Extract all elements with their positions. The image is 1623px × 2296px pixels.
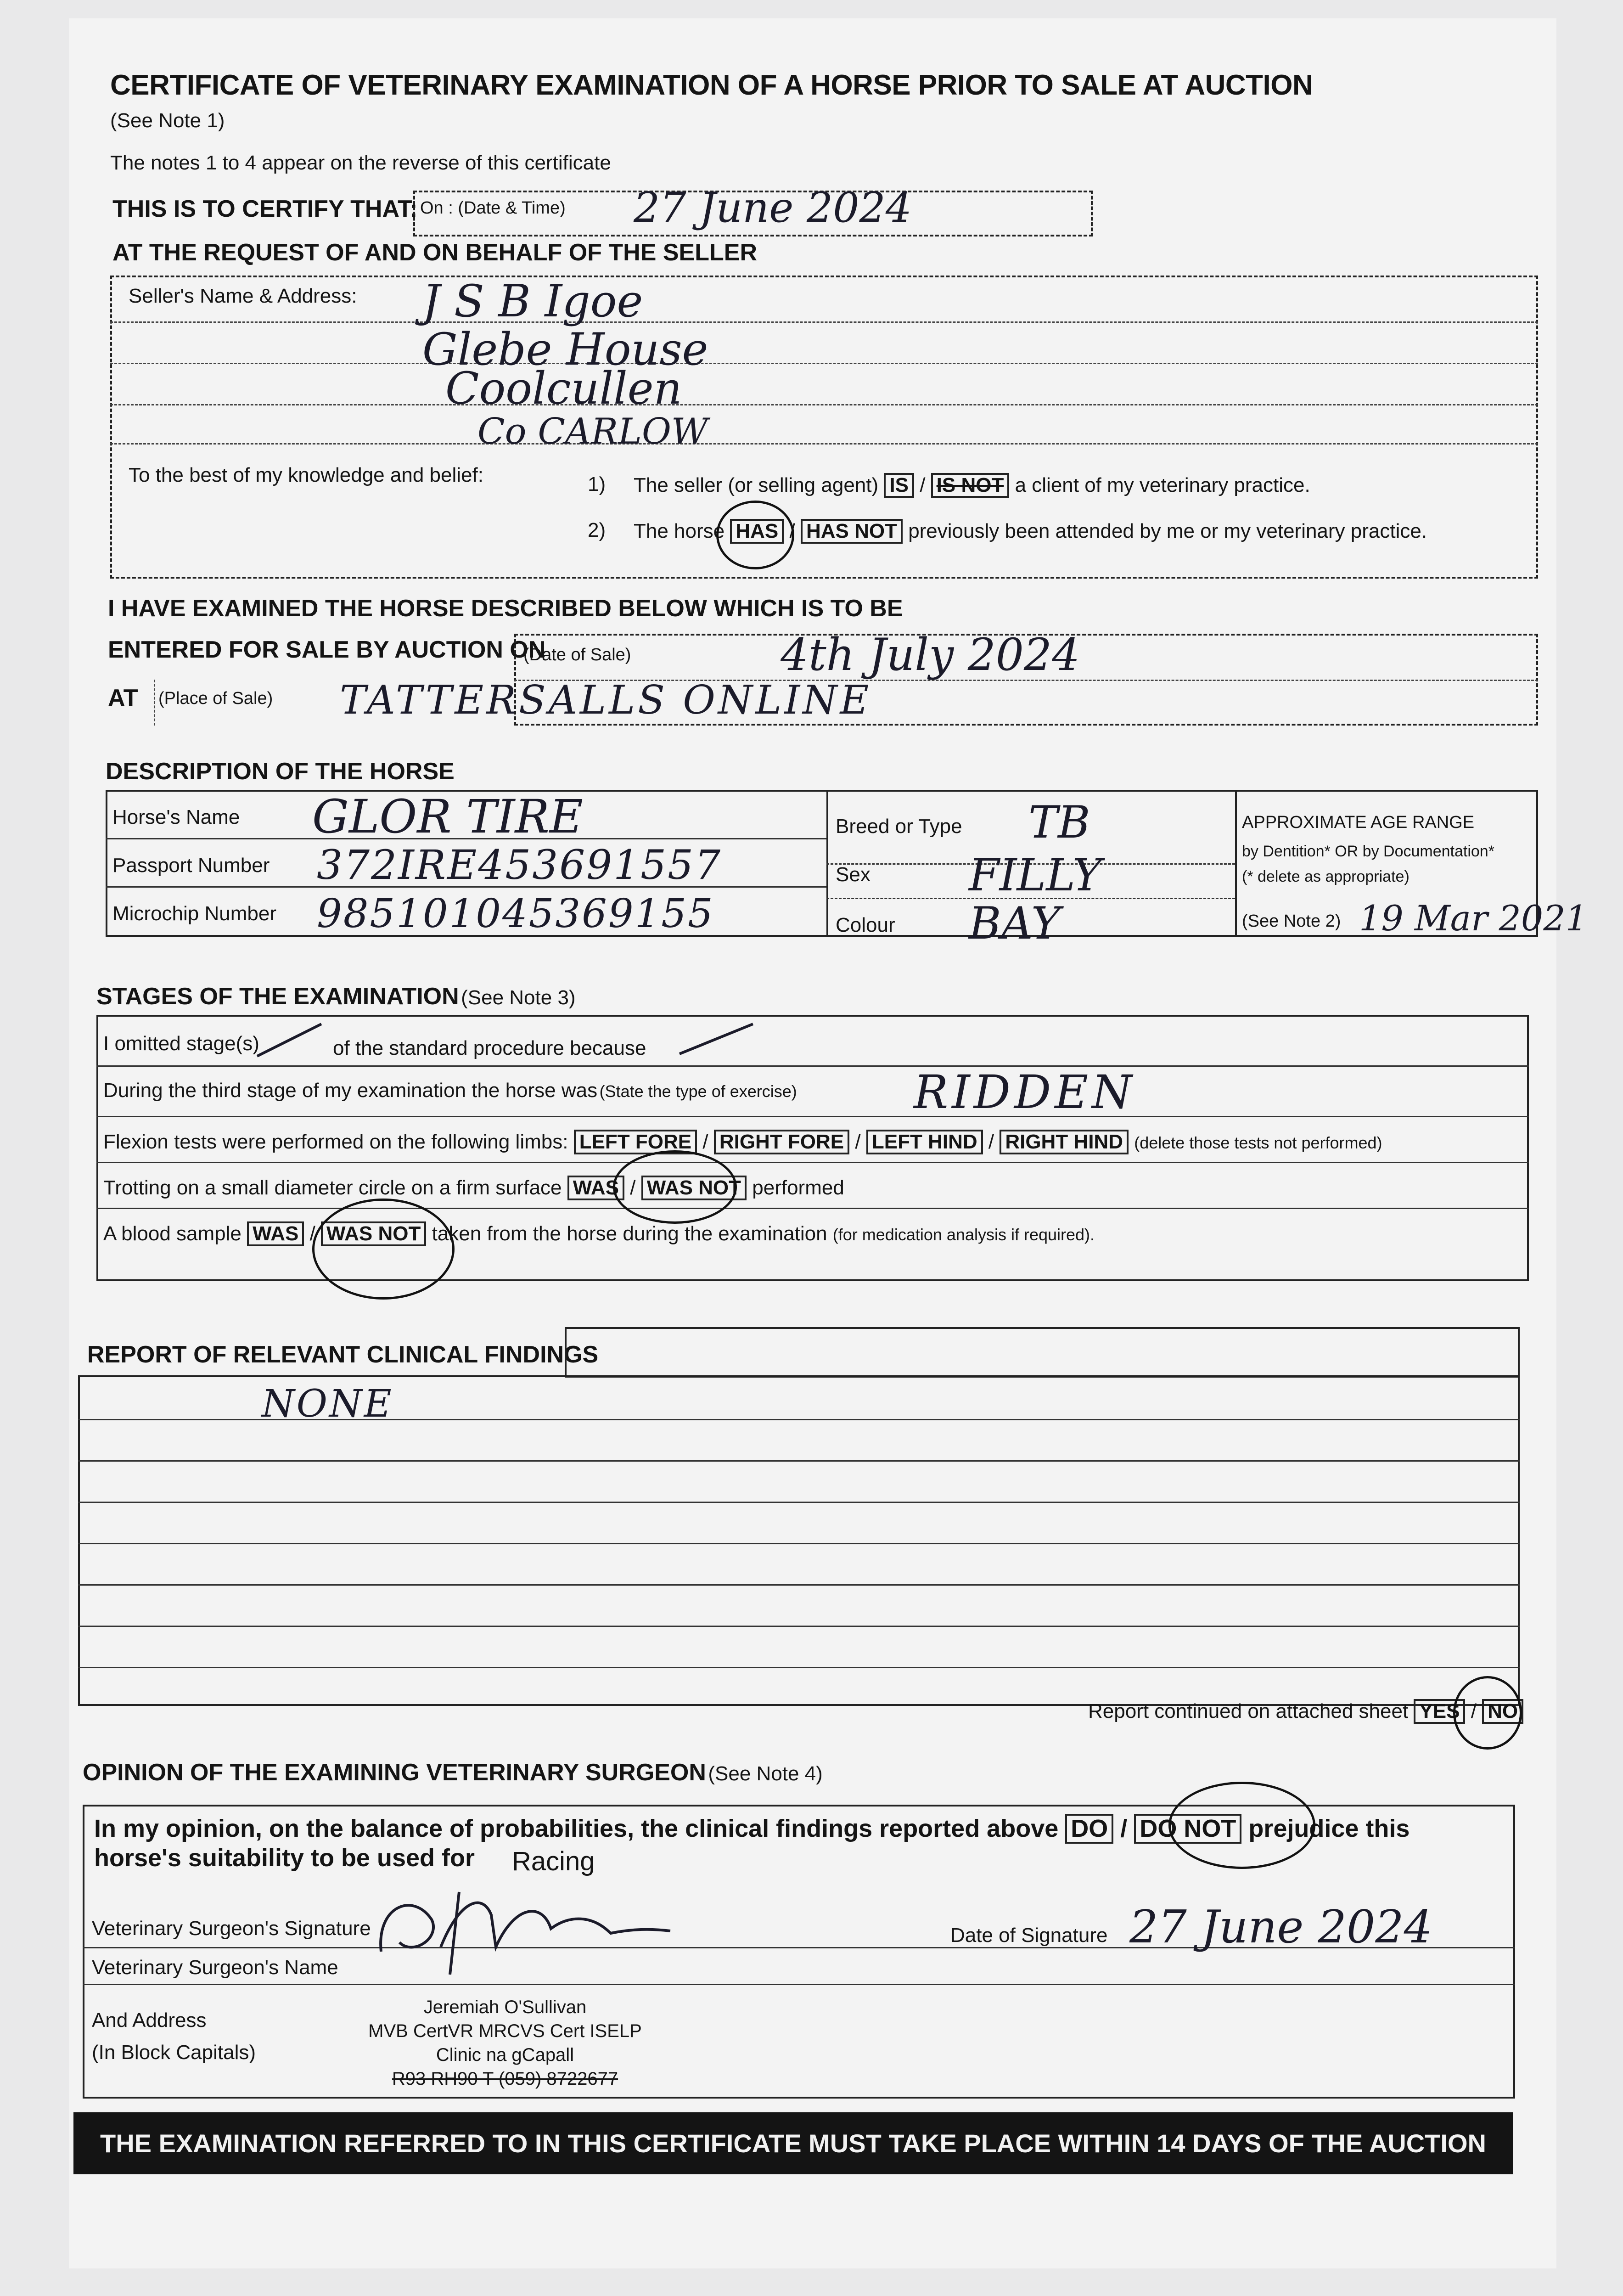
do-not-circle-mark	[1168, 1782, 1315, 1869]
block-capitals-label: (In Block Capitals)	[92, 2041, 256, 2064]
report-line-5	[78, 1584, 1520, 1586]
continued-no-circle-mark	[1453, 1676, 1522, 1750]
has-not-option[interactable]: HAS NOT	[801, 519, 903, 544]
opinion-slash: /	[1120, 1815, 1128, 1842]
trot-was-not-circle-mark	[613, 1150, 737, 1224]
trot-was-option[interactable]: WAS	[567, 1176, 624, 1200]
do-option[interactable]: DO	[1065, 1814, 1113, 1844]
vet-name-label: Veterinary Surgeon's Name	[92, 1956, 338, 1979]
report-line-3	[78, 1502, 1520, 1503]
continued-yes-option[interactable]: YES	[1414, 1699, 1465, 1724]
stages-heading-note: (See Note 3)	[461, 986, 576, 1009]
description-col-divider-2	[1235, 790, 1237, 937]
age-line-2: by Dentition* OR by Documentation*	[1242, 843, 1494, 860]
microchip-value[interactable]: 985101045369155	[317, 891, 714, 937]
omitted-pre: I omitted stage(s)	[103, 1032, 259, 1055]
has-circle-mark	[716, 501, 794, 569]
report-line-4	[78, 1543, 1520, 1544]
item2-num: 2)	[588, 519, 606, 541]
sex-value[interactable]: FILLY	[969, 850, 1102, 901]
horse-name-value[interactable]: GLOR TIRE	[312, 790, 583, 844]
flexion-label: Flexion tests were performed on the following limbs:	[103, 1131, 568, 1153]
vet-stamp-name: Jeremiah O'Sullivan	[423, 1997, 587, 2017]
opinion-heading-row	[83, 1759, 823, 1786]
continued-no-option[interactable]: NO	[1482, 1699, 1523, 1724]
place-of-sale-value[interactable]: TATTERSALLS ONLINE	[340, 677, 872, 723]
flexion-slash-1: /	[702, 1131, 708, 1153]
right-hind-option[interactable]: RIGHT HIND	[1000, 1130, 1129, 1154]
item1-num: 1)	[588, 473, 606, 495]
flexion-slash-3: /	[988, 1131, 994, 1153]
use-value[interactable]: Racing	[512, 1846, 595, 1876]
notes-line: The notes 1 to 4 appear on the reverse of this certificate	[110, 152, 611, 174]
report-line-6	[78, 1626, 1520, 1627]
page-title: CERTIFICATE OF VETERINARY EXAMINATION OF A HORSE PRIOR TO SALE AT AUCTION	[110, 69, 1313, 101]
report-heading: REPORT OF RELEVANT CLINICAL FINDINGS	[87, 1341, 599, 1368]
stages-row-line-4	[96, 1208, 1529, 1209]
seller-line-2	[110, 363, 1538, 364]
place-divider	[154, 680, 155, 726]
age-note: (See Note 2)	[1242, 912, 1341, 931]
seller-line-4	[110, 443, 1538, 445]
examined-heading: I HAVE EXAMINED THE HORSE DESCRIBED BELOW WHICH IS TO BE	[108, 595, 903, 622]
breed-value[interactable]: TB	[1028, 797, 1090, 848]
opinion-line-2: horse's suitability to be used for	[94, 1844, 475, 1872]
vet-address-label: And Address	[92, 2009, 207, 2032]
trot-label: Trotting on a small diameter circle on a firm surface	[103, 1176, 562, 1199]
has-option[interactable]: HAS	[730, 519, 784, 544]
blood-was-option[interactable]: WAS	[247, 1221, 304, 1246]
seller-line-3	[110, 404, 1538, 405]
third-stage-label: During the third stage of my examination the horse was	[103, 1079, 598, 1102]
item1-pre: The seller (or selling agent)	[634, 474, 879, 496]
at-label: AT	[108, 685, 138, 711]
microchip-label: Microchip Number	[112, 902, 276, 925]
certify-date-value[interactable]: 27 June 2024	[634, 184, 912, 232]
seller-client-row	[634, 473, 1310, 498]
stages-heading: STAGES OF THE EXAMINATION	[96, 983, 459, 1010]
blood-label: A blood sample	[103, 1222, 241, 1245]
blood-note: (for medication analysis if required).	[832, 1225, 1095, 1244]
report-value[interactable]: NONE	[262, 1382, 393, 1426]
blood-was-not-circle-mark	[309, 1199, 455, 1300]
third-stage-row	[103, 1079, 797, 1102]
is-option[interactable]: IS	[884, 473, 914, 498]
passport-value[interactable]: 372IRE453691557	[317, 841, 722, 889]
stages-row-line-2	[96, 1116, 1529, 1117]
passport-label: Passport Number	[112, 854, 270, 877]
see-note-1: (See Note 1)	[110, 109, 225, 132]
footer-banner: THE EXAMINATION REFERRED TO IN THIS CERTIFICATE MUST TAKE PLACE WITHIN 14 DAYS OF THE AUCTION	[73, 2112, 1513, 2174]
blood-row	[103, 1221, 1095, 1246]
continued-slash: /	[1471, 1700, 1477, 1722]
is-not-option[interactable]: IS NOT	[931, 473, 1010, 498]
place-of-sale-label: (Place of Sale)	[158, 689, 273, 708]
seller-line-1	[110, 321, 1538, 323]
date-of-signature-label: Date of Signature	[950, 1924, 1108, 1947]
auction-label: ENTERED FOR SALE BY AUCTION ON	[108, 636, 546, 663]
on-date-label: On : (Date & Time)	[420, 198, 566, 218]
trot-slash: /	[630, 1176, 636, 1199]
item2-post: previously been attended by me or my veterinary practice.	[908, 520, 1427, 542]
certify-label: THIS IS TO CERTIFY THAT:	[112, 196, 418, 222]
horse-name-label: Horse's Name	[112, 806, 240, 828]
vet-stamp	[321, 1995, 689, 2091]
omitted-post: of the standard procedure because	[333, 1037, 646, 1059]
opinion-text-1-post: prejudice this	[1248, 1815, 1410, 1842]
date-of-sale-label: (Date of Sale)	[523, 645, 631, 664]
item2-pre: The horse	[634, 520, 725, 542]
opinion-heading: OPINION OF THE EXAMINING VETERINARY SURGEON	[83, 1759, 706, 1786]
stages-row-line-3	[96, 1162, 1529, 1163]
vet-stamp-quals: MVB CertVR MRCVS Cert ISELP	[368, 2021, 642, 2041]
vet-stamp-contact: R93 RH90 T (059) 8722677	[392, 2069, 618, 2089]
knowledge-label: To the best of my knowledge and belief:	[129, 464, 483, 486]
flexion-slash-2: /	[855, 1131, 861, 1153]
seller-label: Seller's Name & Address:	[129, 285, 357, 307]
signature-label: Veterinary Surgeon's Signature	[92, 1917, 371, 1940]
date-of-sale-value[interactable]: 4th July 2024	[781, 629, 1080, 681]
item1-post: a client of my veterinary practice.	[1015, 474, 1310, 496]
left-hind-option[interactable]: LEFT HIND	[866, 1130, 983, 1154]
sex-label: Sex	[836, 863, 870, 886]
stages-row-line-1	[96, 1065, 1529, 1067]
report-heading-box	[565, 1327, 1520, 1378]
blood-post: taken from the horse during the examination	[432, 1222, 827, 1245]
colour-value[interactable]: BAY	[969, 898, 1061, 949]
report-line-2	[78, 1460, 1520, 1462]
age-line-3: (* delete as appropriate)	[1242, 868, 1410, 885]
left-fore-option[interactable]: LEFT FORE	[574, 1130, 697, 1154]
report-line-7	[78, 1667, 1520, 1668]
seller-name[interactable]: J S B Igoe	[422, 276, 643, 327]
date-of-signature-value[interactable]: 27 June 2024	[1129, 1901, 1432, 1953]
vet-stamp-clinic: Clinic na gCapall	[436, 2045, 574, 2065]
seller-address-1[interactable]: Glebe House	[422, 324, 708, 375]
age-heading: APPROXIMATE AGE RANGE	[1242, 813, 1475, 832]
breed-label: Breed or Type	[836, 815, 962, 838]
opinion-heading-note: (See Note 4)	[708, 1762, 823, 1785]
seller-address-3[interactable]: Co CARLOW	[477, 411, 708, 452]
description-heading: DESCRIPTION OF THE HORSE	[106, 758, 455, 785]
do-not-option[interactable]: DO NOT	[1134, 1814, 1241, 1844]
trot-post: performed	[752, 1176, 844, 1199]
right-fore-option[interactable]: RIGHT FORE	[714, 1130, 849, 1154]
report-continued-label: Report continued on attached sheet	[1088, 1700, 1409, 1722]
opinion-line-b	[83, 1984, 1515, 1985]
flexion-row	[103, 1130, 1382, 1154]
blood-was-not-option[interactable]: WAS NOT	[321, 1221, 426, 1246]
slash-2: /	[789, 520, 795, 542]
stages-heading-row	[96, 983, 576, 1010]
opinion-text-1: In my opinion, on the balance of probabilities, the clinical findings reported above	[94, 1815, 1059, 1842]
age-value[interactable]: 19 Mar 2021	[1359, 898, 1588, 939]
seller-address-2[interactable]: Coolcullen	[445, 363, 682, 414]
trot-was-not-option[interactable]: WAS NOT	[641, 1176, 747, 1200]
request-heading: AT THE REQUEST OF AND ON BEHALF OF THE SELLER	[112, 239, 757, 266]
slash-1: /	[920, 474, 926, 496]
blood-slash: /	[309, 1222, 315, 1245]
colour-label: Colour	[836, 914, 895, 936]
flexion-note: (delete those tests not performed)	[1134, 1133, 1382, 1152]
third-stage-value[interactable]: RIDDEN	[914, 1065, 1136, 1119]
third-stage-note: (State the type of exercise)	[599, 1082, 797, 1101]
